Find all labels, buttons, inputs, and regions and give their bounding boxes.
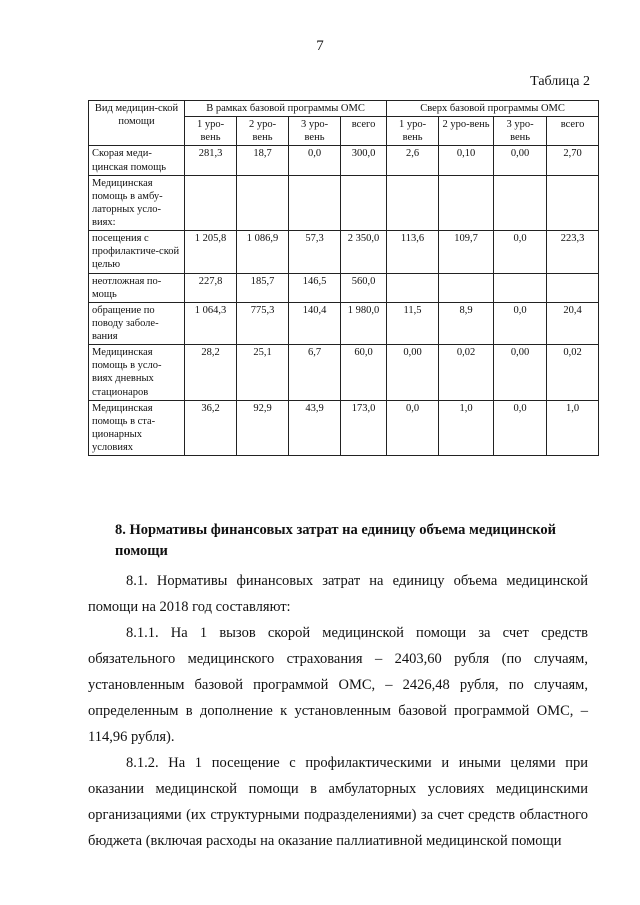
row-label: неотложная по-мощь: [89, 273, 185, 302]
table-row: [89, 146, 599, 175]
table-label: Таблица 2: [530, 74, 590, 89]
subheader-cell: 1 уро-вень: [185, 117, 237, 146]
table-row: [89, 231, 599, 273]
paragraph-8-1-2: 8.1.2. На 1 посещение с профилактическими и иными целями при оказании медицинской помощи в амбулаторных условиях медицинскими организациями (их структурными подразделениями) за счет средств областного бюджета (включая расходы на оказание паллиативной медицинской помощи: [88, 755, 588, 849]
value-cell: 185,7: [237, 273, 289, 302]
value-cell: 25,1: [237, 345, 289, 401]
value-cell: 92,9: [237, 400, 289, 456]
value-cell: [547, 273, 599, 302]
value-cell: 6,7: [289, 345, 341, 401]
row-label: Медицинская помощь в амбу-латорных усло-виях:: [89, 175, 185, 231]
value-cell: 1 205,8: [185, 231, 237, 273]
value-cell: 0,0: [289, 146, 341, 175]
value-cell: 0,02: [439, 345, 494, 401]
row-label: посещения с профилактиче-ской целью: [89, 231, 185, 273]
page-number: 7: [316, 38, 324, 54]
subheader-cell: 3 уро-вень: [494, 117, 547, 146]
value-cell: 2 350,0: [341, 231, 387, 273]
header-above-base: Сверх базовой программы ОМС: [387, 101, 599, 117]
value-cell: [237, 175, 289, 231]
value-cell: 0,10: [439, 146, 494, 175]
subheader-cell: 1 уро-вень: [387, 117, 439, 146]
value-cell: 113,6: [387, 231, 439, 273]
table-row: [89, 400, 599, 456]
value-cell: 2,70: [547, 146, 599, 175]
table-header-row: [89, 101, 599, 117]
value-cell: 1 064,3: [185, 302, 237, 344]
table-row: [89, 345, 599, 401]
value-cell: 0,02: [547, 345, 599, 401]
paragraph-8-1-1: 8.1.1. На 1 вызов скорой медицинской помощи за счет средств обязательного медицинского страхования – 2403,60 рубля (по случаям, установленным базовой программой ОМС, – 2426,48 рубля, по случаям, определенным в дополнение к установленным базовой программой ОМС, – 114,96 рубля).: [88, 625, 588, 745]
value-cell: 43,9: [289, 400, 341, 456]
value-cell: 0,00: [494, 146, 547, 175]
value-cell: 57,3: [289, 231, 341, 273]
value-cell: [387, 273, 439, 302]
value-cell: 20,4: [547, 302, 599, 344]
section-title: 8. Нормативы финансовых затрат на единицу объема медицинской помощи: [115, 522, 557, 559]
value-cell: [547, 175, 599, 231]
value-cell: 0,0: [494, 400, 547, 456]
table-row: [89, 175, 599, 231]
value-cell: 775,3: [237, 302, 289, 344]
value-cell: 560,0: [341, 273, 387, 302]
value-cell: 2,6: [387, 146, 439, 175]
header-within-base: В рамках базовой программы ОМС: [185, 101, 387, 117]
paragraph-8-1: 8.1. Нормативы финансовых затрат на единицу объема медицинской помощи на 2018 год составляют:: [88, 573, 588, 615]
row-label: обращение по поводу заболе-вания: [89, 302, 185, 344]
subheader-cell: 2 уро-вень: [237, 117, 289, 146]
value-cell: [185, 175, 237, 231]
row-label: Медицинская помощь в усло-виях дневных стационаров: [89, 345, 185, 401]
header-type: Вид медицин-ской помощи: [89, 101, 185, 146]
table-row: [89, 302, 599, 344]
funding-table: [88, 100, 599, 456]
value-cell: 60,0: [341, 345, 387, 401]
row-label: Скорая меди-цинская помощь: [89, 146, 185, 175]
value-cell: [439, 175, 494, 231]
value-cell: 140,4: [289, 302, 341, 344]
value-cell: 300,0: [341, 146, 387, 175]
value-cell: 0,00: [494, 345, 547, 401]
subheader-cell: всего: [341, 117, 387, 146]
row-label: Медицинская помощь в ста-ционарных условиях: [89, 400, 185, 456]
value-cell: 1,0: [547, 400, 599, 456]
value-cell: [387, 175, 439, 231]
value-cell: 0,0: [494, 302, 547, 344]
value-cell: 173,0: [341, 400, 387, 456]
value-cell: 11,5: [387, 302, 439, 344]
value-cell: 1 086,9: [237, 231, 289, 273]
value-cell: 1,0: [439, 400, 494, 456]
value-cell: 281,3: [185, 146, 237, 175]
value-cell: 1 980,0: [341, 302, 387, 344]
value-cell: 109,7: [439, 231, 494, 273]
value-cell: 0,00: [387, 345, 439, 401]
value-cell: 146,5: [289, 273, 341, 302]
value-cell: 36,2: [185, 400, 237, 456]
table-row: [89, 273, 599, 302]
value-cell: 227,8: [185, 273, 237, 302]
subheader-cell: 2 уро-вень: [439, 117, 494, 146]
value-cell: 223,3: [547, 231, 599, 273]
subheader-cell: 3 уро-вень: [289, 117, 341, 146]
value-cell: [341, 175, 387, 231]
value-cell: [494, 273, 547, 302]
value-cell: [439, 273, 494, 302]
subheader-cell: всего: [547, 117, 599, 146]
value-cell: 0,0: [494, 231, 547, 273]
value-cell: [494, 175, 547, 231]
value-cell: 8,9: [439, 302, 494, 344]
value-cell: [289, 175, 341, 231]
value-cell: 0,0: [387, 400, 439, 456]
value-cell: 28,2: [185, 345, 237, 401]
value-cell: 18,7: [237, 146, 289, 175]
